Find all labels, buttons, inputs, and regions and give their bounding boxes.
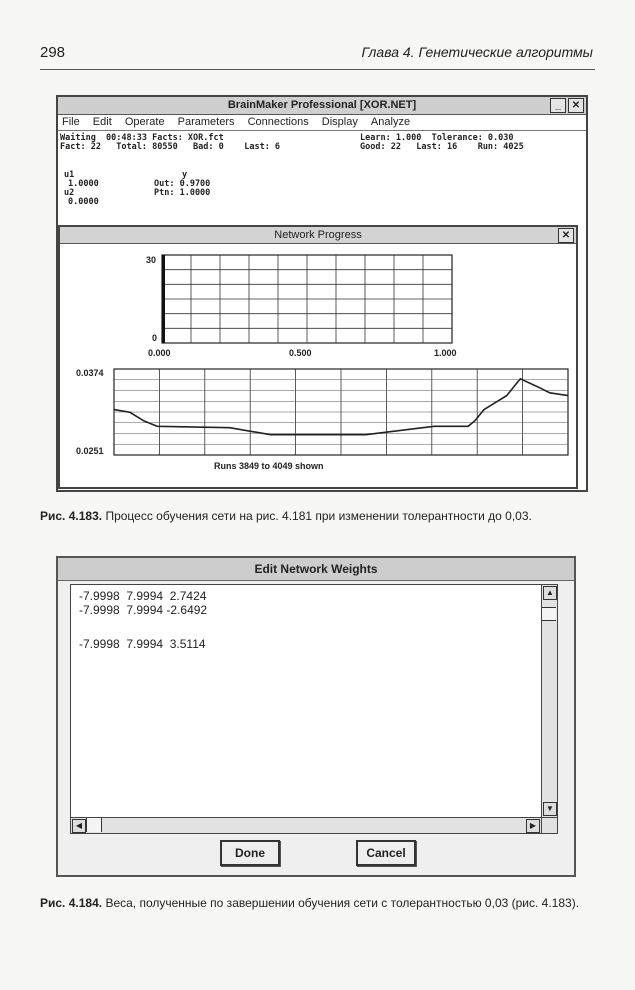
- network-progress-close-button[interactable]: ✕: [558, 228, 574, 243]
- close-button[interactable]: ✕: [568, 98, 584, 113]
- output-ptn-value: Ptn: 1.0000: [154, 188, 211, 198]
- weights-line-2: -7.9998 7.9994 -2.6492: [79, 603, 208, 617]
- horizontal-scrollbar[interactable]: [71, 817, 541, 833]
- line-ymax-label: 0.0374: [76, 368, 104, 378]
- line-footer-label: Runs 3849 to 4049 shown: [214, 461, 324, 471]
- menu-operate[interactable]: Operate: [124, 116, 165, 128]
- error-line-grid: [114, 369, 568, 455]
- weights-line-1: -7.9998 7.9994 2.7424: [79, 589, 207, 603]
- minimize-button[interactable]: _: [550, 98, 566, 113]
- menu-edit[interactable]: Edit: [92, 116, 112, 128]
- histogram-bar: [162, 255, 165, 343]
- caption-4-184-label: Рис. 4.184.: [40, 896, 103, 910]
- scrollbar-corner: [541, 817, 557, 833]
- vertical-scroll-thumb[interactable]: [542, 607, 556, 621]
- caption-4-184-text: Веса, полученные по завершении обучения сети с толерантностью 0,03 (рис. 4.183).: [105, 896, 580, 910]
- menu-analyze[interactable]: Analyze: [370, 116, 411, 128]
- edit-weights-title: Edit Network Weights: [254, 562, 378, 576]
- histogram-bars: [162, 255, 165, 343]
- caption-4-183: [40, 508, 600, 524]
- weights-textarea[interactable]: [70, 584, 558, 834]
- histogram-grid: [162, 255, 452, 343]
- header-rule: [40, 69, 595, 70]
- status-line-2-right: Good: 22 Last: 16 Run: 4025: [360, 142, 524, 152]
- hist-x-label-0: 0.000: [148, 348, 171, 358]
- cancel-button[interactable]: Cancel: [356, 840, 416, 866]
- input-u2-value: 0.0000: [68, 197, 99, 207]
- hist-x-label-1: 0.500: [289, 348, 312, 358]
- done-button[interactable]: Done: [220, 840, 280, 866]
- status-line-2-left: Fact: 22 Total: 80550 Bad: 0 Last: 6: [60, 142, 281, 152]
- brainmaker-titlebar: [58, 97, 586, 115]
- menu-display[interactable]: Display: [321, 116, 358, 128]
- network-progress-charts: [60, 245, 572, 483]
- menu-connections[interactable]: Connections: [247, 116, 309, 128]
- scroll-right-arrow-icon[interactable]: ▶: [526, 819, 540, 833]
- hist-ymax-label: 30: [146, 255, 157, 265]
- input-u2-label: u2: [64, 188, 75, 198]
- status-line-1-left: Waiting 00:48:33 Facts: XOR.fct: [60, 133, 224, 143]
- line-ymin-label: 0.0251: [76, 446, 104, 456]
- network-progress-title: Network Progress: [274, 229, 362, 241]
- output-y-label: y: [182, 170, 188, 180]
- menu-bar: [58, 115, 586, 131]
- chapter-title: Глава 4. Генетические алгоритмы: [361, 44, 593, 60]
- network-progress-titlebar: [60, 227, 576, 244]
- scroll-left-arrow-icon[interactable]: ◀: [72, 819, 86, 833]
- hist-x-label-2: 1.000: [434, 348, 457, 358]
- output-out-value: Out: 0.9700: [154, 179, 211, 189]
- caption-4-184: [40, 895, 595, 911]
- network-progress-window: [58, 225, 578, 489]
- caption-4-183-label: Рис. 4.183.: [40, 509, 103, 523]
- caption-4-183-text: Процесс обучения сети на рис. 4.181 при изменении толерантности до 0,03.: [105, 509, 532, 523]
- hist-ymin-label: 0: [152, 333, 158, 343]
- menu-parameters[interactable]: Parameters: [177, 116, 235, 128]
- page-number: 298: [40, 44, 66, 61]
- edit-network-weights-dialog: [56, 556, 576, 877]
- vertical-scrollbar[interactable]: [541, 585, 557, 817]
- status-line-1-right: Learn: 1.000 Tolerance: 0.030: [360, 133, 514, 143]
- scroll-up-arrow-icon[interactable]: ▲: [543, 586, 557, 600]
- horizontal-scroll-thumb[interactable]: [86, 818, 102, 832]
- menu-file[interactable]: File: [62, 116, 80, 128]
- edit-weights-titlebar: [58, 558, 574, 581]
- scroll-down-arrow-icon[interactable]: ▼: [543, 802, 557, 816]
- window-title: BrainMaker Professional [XOR.NET]: [227, 99, 417, 111]
- input-u1-value: 1.0000: [68, 179, 99, 189]
- weights-line-3: -7.9998 7.9994 3.5114: [79, 637, 206, 651]
- input-u1-label: u1: [64, 170, 75, 180]
